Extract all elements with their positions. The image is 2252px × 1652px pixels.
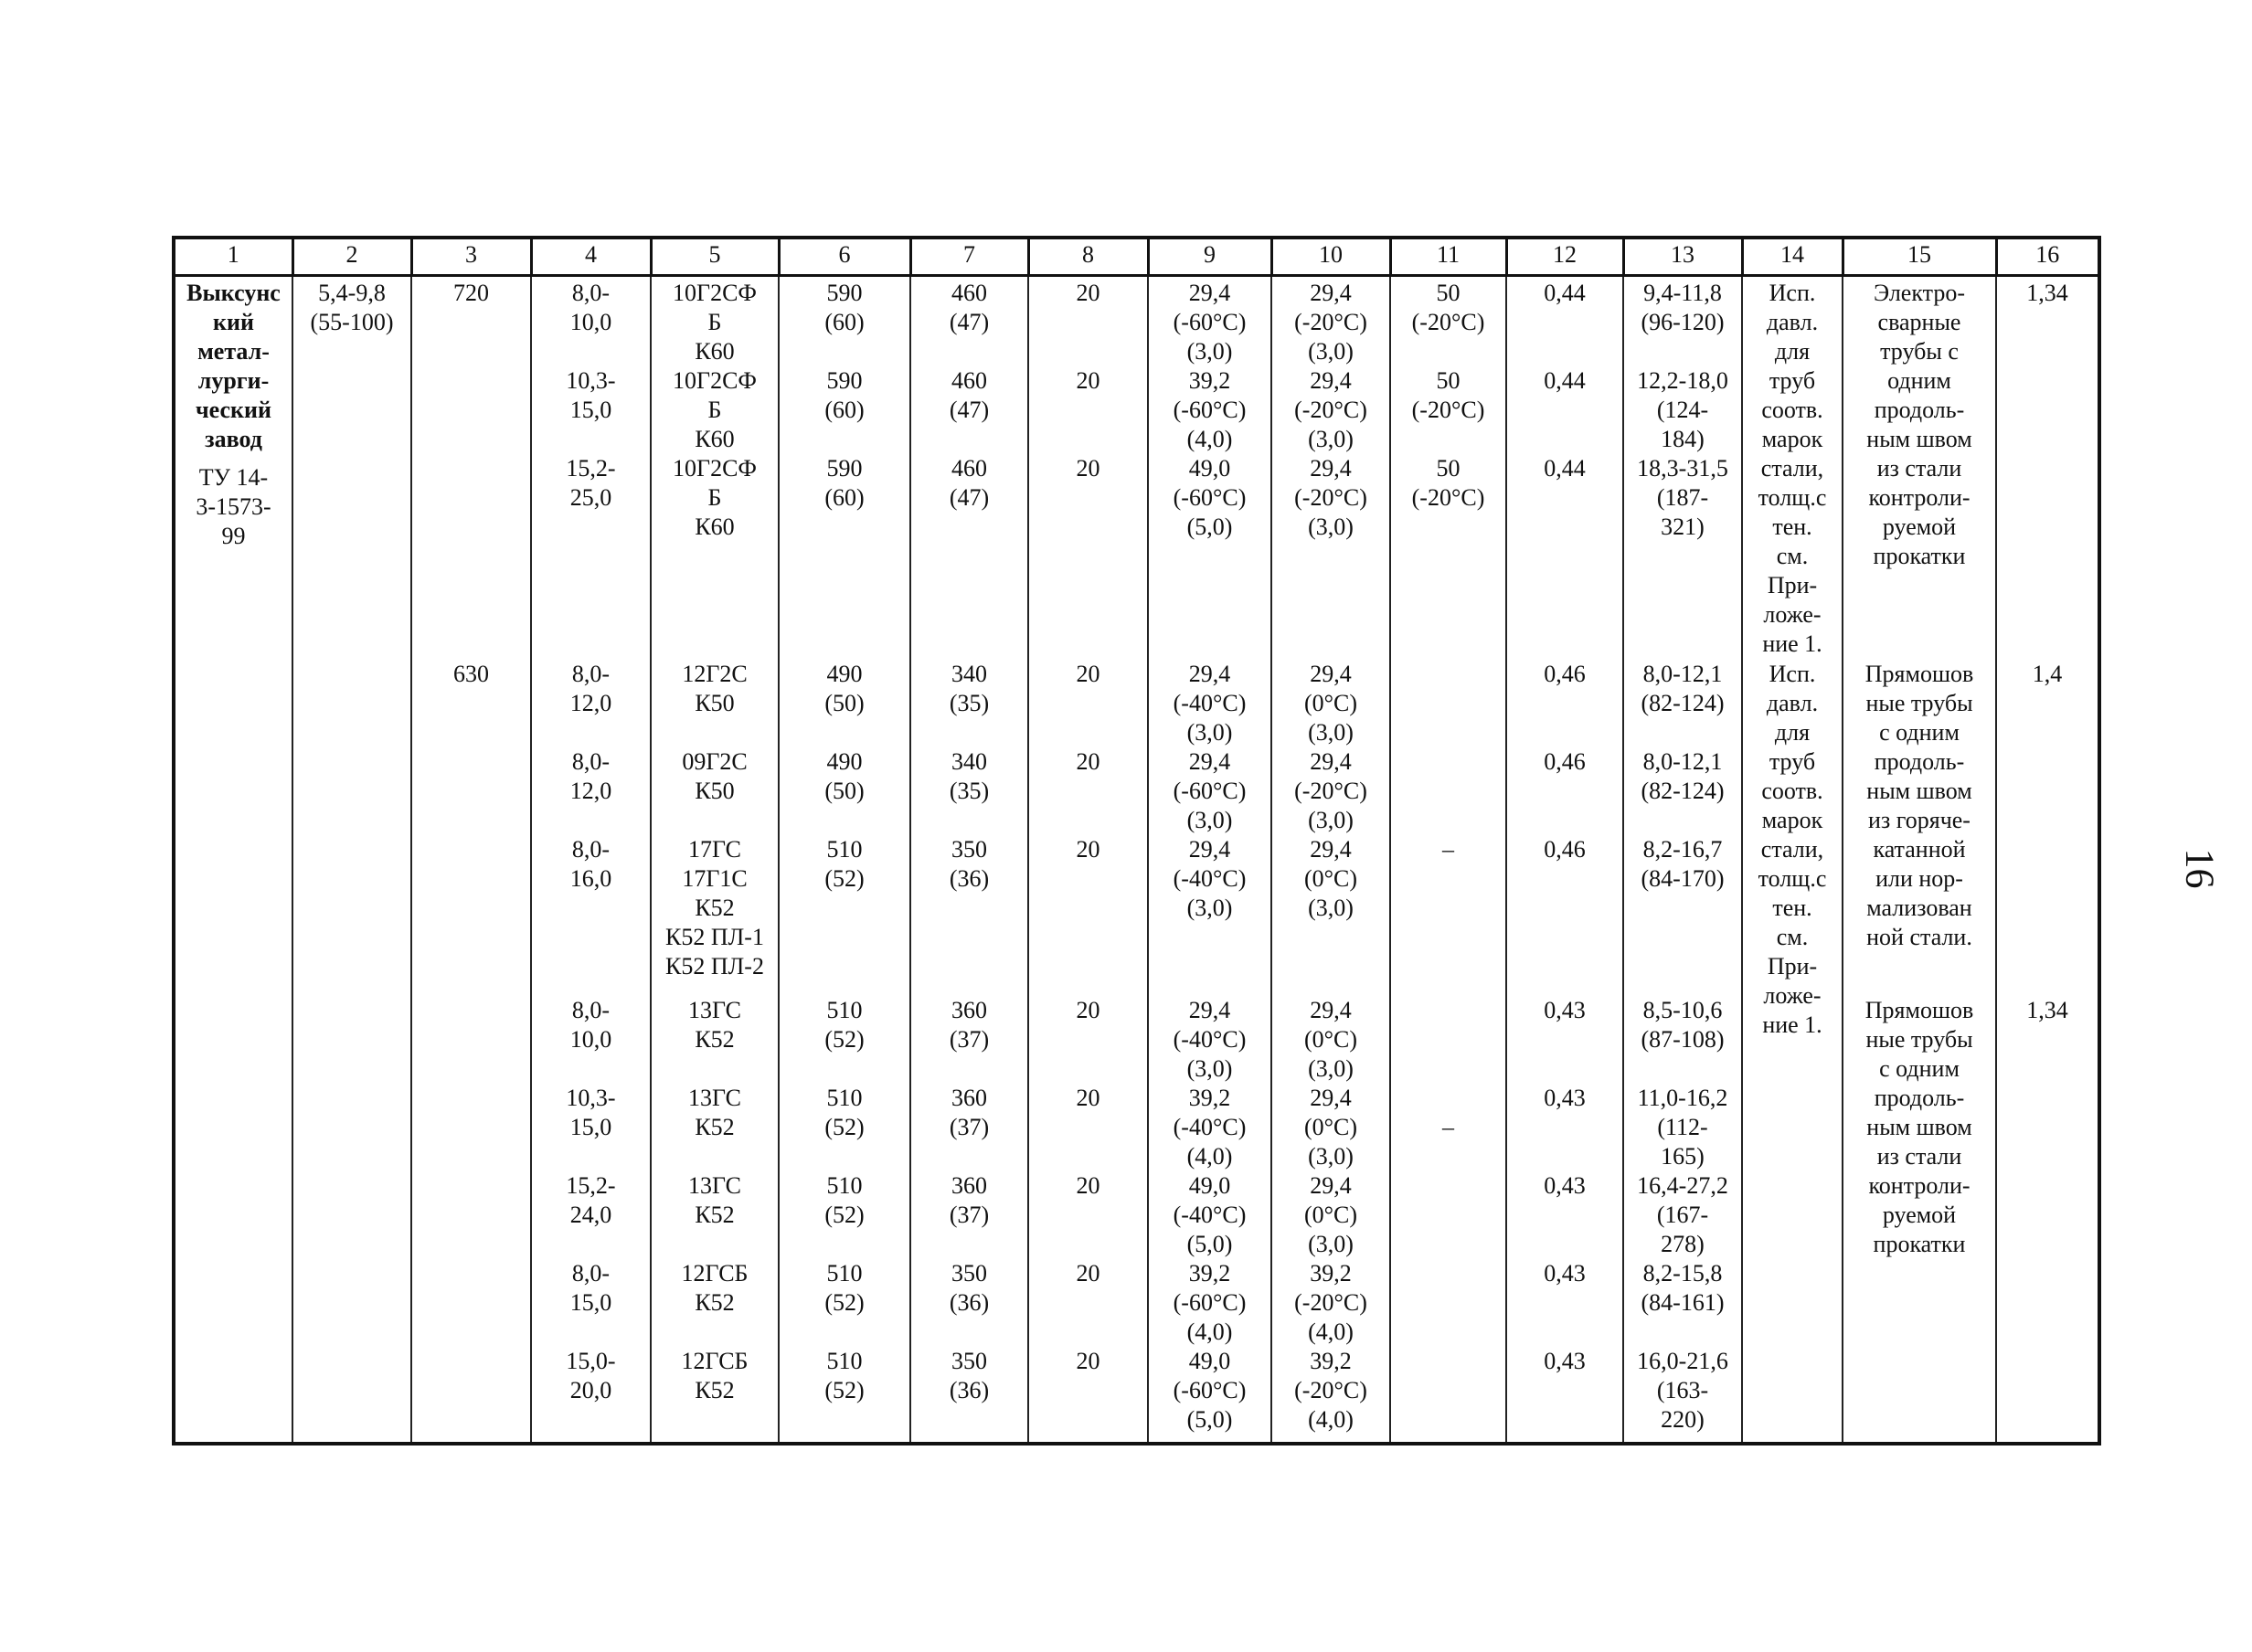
- pipe-type-cell: [1843, 996, 1996, 1444]
- manufacturer-name: Выксунс кий метал- лурги- ческий завод: [186, 280, 281, 452]
- header-row: [174, 238, 2099, 276]
- table-cell: 20 20 20: [1076, 280, 1100, 482]
- table-cell: 50 (-20°С) 50 (-20°С) 50 (-20°С): [1411, 280, 1485, 511]
- table-cell: 12Г2С К50 09Г2С К50 17ГС 17Г1С К52 К52 ПЛ-1 К52 ПЛ-2: [665, 660, 764, 980]
- table-cell: 8,0-12,1 (82-124) 8,0-12,1 (82-124) 8,2-16,7 (84-170): [1641, 660, 1725, 892]
- thickness-cell: [531, 996, 651, 1444]
- col-header: 9: [1148, 238, 1271, 276]
- elongation-cell: [1028, 276, 1148, 660]
- diameter-cell: [411, 660, 531, 1444]
- standard-code: ТУ 14- 3-1573- 99: [196, 464, 271, 549]
- coefficient-cell: [1996, 996, 2099, 1444]
- col-header: 15: [1843, 238, 1996, 276]
- table-row: [174, 660, 2099, 996]
- carbon-eq-cell: [1506, 276, 1623, 660]
- table-cell: 29,4 (0°С) (3,0) 29,4 (0°С) (3,0) 29,4 (0°С) (3,0) 39,2 (-20°С) (4,0) 39,2 (-20°С) (4,0): [1294, 996, 1367, 1433]
- table-cell: 20 20 20 20 20: [1076, 996, 1100, 1374]
- col-header: 16: [1996, 238, 2099, 276]
- impact-base-cell: [1148, 276, 1271, 660]
- table-cell: Прямошов ные трубы с одним продоль- ным швом из горяче- катанной или нор- мализован ной стали.: [1864, 660, 1974, 950]
- table-cell: 29,4 (-60°С) (3,0) 39,2 (-60°С) (4,0) 49,0 (-60°С) (5,0): [1173, 280, 1247, 540]
- table-cell: 630: [453, 660, 489, 687]
- dwtt-cell: [1390, 660, 1506, 996]
- yield-cell: [910, 996, 1028, 1444]
- table-row: [174, 276, 2099, 660]
- elongation-cell: [1028, 660, 1148, 996]
- table-cell: 1,34: [2026, 996, 2068, 1023]
- table-cell: 0,43 0,43 0,43 0,43 0,43: [1544, 996, 1586, 1374]
- note-cell: [1742, 276, 1843, 660]
- table-cell: 510 (52) 510 (52) 510 (52) 510 (52) 510 (52): [824, 996, 865, 1403]
- carbon-eq-cell: [1506, 660, 1623, 996]
- yield-cell: [910, 276, 1028, 660]
- table-cell: 0,46 0,46 0,46: [1544, 660, 1586, 863]
- pressure-cell: [1623, 276, 1742, 660]
- table-cell: 8,0- 10,0 10,3- 15,0 15,2- 25,0: [566, 280, 616, 511]
- table-cell: Электро- сварные трубы с одним продоль- ным швом из стали контроли- руемой прокатки: [1866, 280, 1972, 569]
- table-cell: 720: [453, 280, 489, 306]
- steel-grade-cell: [651, 996, 779, 1444]
- col-header: 6: [779, 238, 910, 276]
- table-cell: Исп. давл. для труб соотв. марок стали, толщ.с тен. см. При- ложе- ние 1.: [1758, 660, 1827, 1038]
- impact-weld-cell: [1271, 276, 1390, 660]
- wall-range-cell: [292, 276, 411, 1444]
- thickness-cell: [531, 660, 651, 996]
- table-cell: 340 (35) 340 (35) 350 (36): [949, 660, 990, 892]
- thickness-cell: [531, 276, 651, 660]
- table-cell: 8,0- 10,0 10,3- 15,0 15,2- 24,0 8,0- 15,0 15,0- 20,0: [566, 996, 616, 1403]
- table-cell: 20 20 20: [1076, 660, 1100, 863]
- table-cell: 5,4-9,8 (55-100): [310, 280, 394, 335]
- elongation-cell: [1028, 996, 1148, 1444]
- table-cell: Исп. давл. для труб соотв. марок стали, толщ.с тен. см. При- ложе- ние 1.: [1758, 280, 1827, 657]
- col-header: 10: [1271, 238, 1390, 276]
- table-cell: 490 (50) 490 (50) 510 (52): [824, 660, 865, 892]
- table-cell: 9,4-11,8 (96-120) 12,2-18,0 (124- 184) 18,3-31,5 (187- 321): [1637, 280, 1728, 540]
- pipe-type-cell: [1843, 660, 1996, 996]
- table-cell: 0,44 0,44 0,44: [1544, 280, 1586, 482]
- pressure-cell: [1623, 996, 1742, 1444]
- table-cell: 590 (60) 590 (60) 590 (60): [824, 280, 865, 511]
- carbon-eq-cell: [1506, 996, 1623, 1444]
- col-header: 5: [651, 238, 779, 276]
- pressure-cell: [1623, 660, 1742, 996]
- dwtt-cell: [1390, 996, 1506, 1444]
- col-header: 14: [1742, 238, 1843, 276]
- col-header: 7: [910, 238, 1028, 276]
- col-header: 8: [1028, 238, 1148, 276]
- col-header: 11: [1390, 238, 1506, 276]
- note-cell: [1742, 660, 1843, 1444]
- table-cell: 29,4 (-40°С) (3,0) 29,4 (-60°С) (3,0) 29,4 (-40°С) (3,0): [1173, 660, 1247, 921]
- col-header: 3: [411, 238, 531, 276]
- dwtt-cell: [1390, 276, 1506, 660]
- pipe-type-cell: [1843, 276, 1996, 660]
- col-header: 2: [292, 238, 411, 276]
- table-cell: 360 (37) 360 (37) 360 (37) 350 (36) 350 (36): [949, 996, 990, 1403]
- table-cell: 13ГС К52 13ГС К52 13ГС К52 12ГСБ К52 12ГСБ К52: [681, 996, 749, 1403]
- page-number: 16: [2177, 848, 2223, 889]
- tensile-cell: [779, 996, 910, 1444]
- table-cell: 8,5-10,6 (87-108) 11,0-16,2 (112- 165) 16,4-27,2 (167- 278) 8,2-15,8 (84-161) 16,0-21,6 (163- 220): [1637, 996, 1728, 1433]
- table-cell: 29,4 (-40°С) (3,0) 39,2 (-40°С) (4,0) 49,0 (-40°С) (5,0) 39,2 (-60°С) (4,0) 49,0 (-60°С) (5,0): [1173, 996, 1247, 1433]
- impact-weld-cell: [1271, 996, 1390, 1444]
- col-header: 13: [1623, 238, 1742, 276]
- steel-grade-cell: [651, 276, 779, 660]
- steel-grade-cell: [651, 660, 779, 996]
- table-cell: –: [1442, 835, 1454, 863]
- impact-weld-cell: [1271, 660, 1390, 996]
- table-cell: 1,4: [2032, 660, 2063, 687]
- tensile-cell: [779, 660, 910, 996]
- table-cell: 460 (47) 460 (47) 460 (47): [949, 280, 990, 511]
- impact-base-cell: [1148, 996, 1271, 1444]
- diameter-cell: [411, 276, 531, 660]
- coefficient-cell: [1996, 276, 2099, 660]
- tensile-cell: [779, 276, 910, 660]
- table-cell: 29,4 (-20°С) (3,0) 29,4 (-20°С) (3,0) 29,4 (-20°С) (3,0): [1294, 280, 1367, 540]
- impact-base-cell: [1148, 660, 1271, 996]
- table-cell: –: [1442, 1113, 1454, 1140]
- table-cell: 10Г2СФ Б К60 10Г2СФ Б К60 10Г2СФ Б К60: [673, 280, 757, 540]
- table-cell: 8,0- 12,0 8,0- 12,0 8,0- 16,0: [569, 660, 612, 892]
- table-cell: Прямошов ные трубы с одним продоль- ным швом из стали контроли- руемой прокатки: [1864, 996, 1974, 1257]
- col-header: 1: [174, 238, 292, 276]
- manufacturer-cell: [174, 276, 292, 1444]
- table-cell: 29,4 (0°С) (3,0) 29,4 (-20°С) (3,0) 29,4 (0°С) (3,0): [1294, 660, 1367, 921]
- table-cell: 1,34: [2026, 280, 2068, 306]
- spec-table: [172, 236, 2101, 1446]
- yield-cell: [910, 660, 1028, 996]
- coefficient-cell: [1996, 660, 2099, 996]
- col-header: 12: [1506, 238, 1623, 276]
- col-header: 4: [531, 238, 651, 276]
